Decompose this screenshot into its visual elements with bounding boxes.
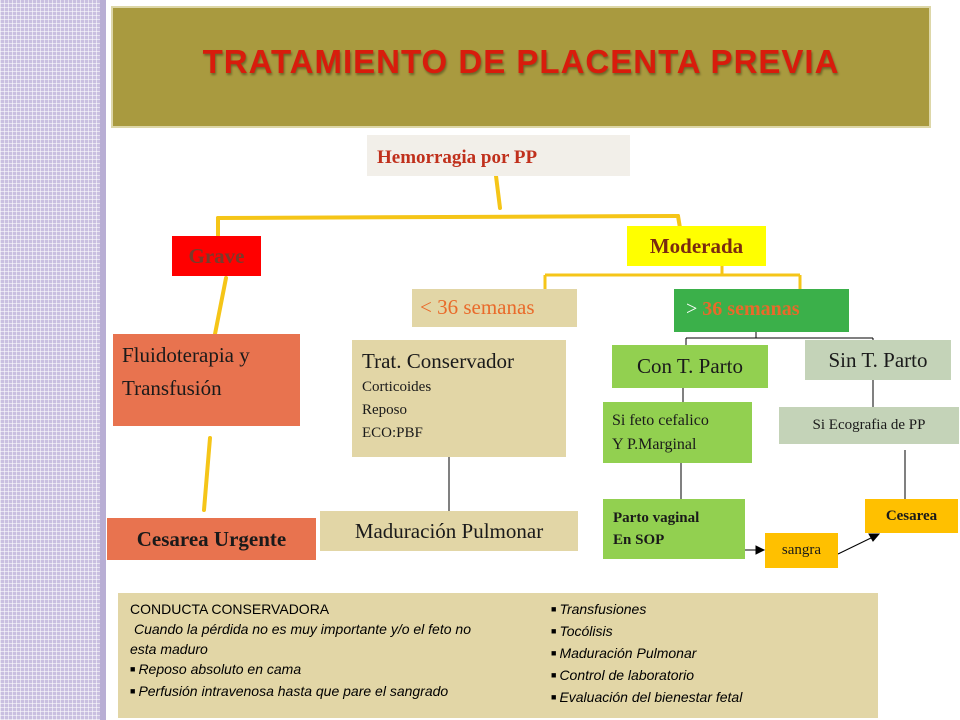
arrow-sangra-cesarea <box>838 537 873 554</box>
node-feto-line2: Y P.Marginal <box>612 436 697 453</box>
node-cesarea-urgente <box>107 518 316 560</box>
node-trat-conservador <box>352 340 566 457</box>
notes-right-item-text: Tocólisis <box>559 623 613 639</box>
node-grave <box>172 236 261 276</box>
notes-left-item <box>130 659 550 681</box>
bullet-icon: ■ <box>551 670 557 680</box>
node-feto-line1: Si feto cefalico <box>612 412 709 429</box>
node-menor36 <box>412 289 577 327</box>
node-parto-line2: En SOP <box>613 532 665 548</box>
title-banner <box>111 6 931 128</box>
node-mayor36-symbol: > <box>686 298 698 320</box>
bullet-icon: ■ <box>551 626 557 636</box>
bullet-icon: ■ <box>551 692 557 702</box>
notes-right-item <box>551 665 871 687</box>
node-sin-parto-label: Sin T. Parto <box>828 347 928 372</box>
node-grave-label: Grave <box>188 243 245 268</box>
notes-right-item-text: Control de laboratorio <box>559 667 695 683</box>
notes-panel <box>118 593 878 718</box>
notes-right-item <box>551 643 871 665</box>
bullet-icon: ■ <box>130 686 136 696</box>
node-mayor36 <box>674 289 849 332</box>
node-trat-item-eco: ECO:PBF <box>362 425 423 441</box>
node-moderada-label: Moderada <box>649 233 744 258</box>
node-ecografia <box>779 407 959 444</box>
node-ecografia-label: Si Ecografia de PP <box>812 417 926 433</box>
node-hemorragia <box>367 135 630 176</box>
node-maduracion <box>320 511 578 551</box>
connector-root-drop <box>496 176 500 208</box>
node-trat-item-reposo: Reposo <box>362 402 407 418</box>
node-cesarea <box>865 499 958 533</box>
notes-right-item-text: Evaluación del bienestar fetal <box>559 689 743 705</box>
bullet-icon: ■ <box>551 648 557 658</box>
side-decoration-edge <box>100 0 106 720</box>
connector-grave-fluido <box>215 278 226 334</box>
node-mayor36-label: 36 semanas <box>702 298 800 320</box>
node-parto-line1: Parto vaginal <box>613 510 700 526</box>
notes-right-item <box>551 621 871 643</box>
node-cesarea-label: Cesarea <box>885 507 938 524</box>
node-hemorragia-label: Hemorragia por PP <box>377 147 538 168</box>
node-con-parto-label: Con T. Parto <box>637 354 743 378</box>
bullet-icon: ■ <box>130 664 136 674</box>
notes-left-column <box>130 599 550 703</box>
connector-fluido-cesarea <box>204 438 210 510</box>
side-decoration <box>0 0 106 720</box>
node-fluidoterapia-line1: Fluidoterapia y <box>122 343 250 367</box>
notes-right-column <box>551 599 871 709</box>
notes-left-item-text: Reposo absoluto en cama <box>138 661 302 677</box>
bullet-icon: ■ <box>551 604 557 614</box>
node-feto-cefalico <box>603 402 752 463</box>
node-fluidoterapia-line2: Transfusión <box>122 376 222 400</box>
node-con-parto <box>612 345 768 388</box>
node-cesarea-urgente-label: Cesarea Urgente <box>136 526 287 551</box>
arrow-parto-sangra-head <box>756 546 764 554</box>
arrow-sangra-cesarea-head <box>869 534 879 541</box>
notes-right-item <box>551 687 871 709</box>
notes-left-item <box>130 681 550 703</box>
node-trat-title: Trat. Conservador <box>362 349 515 373</box>
page-title: TRATAMIENTO DE PLACENTA PREVIA <box>202 43 840 80</box>
node-sangra-label: sangra <box>781 542 822 558</box>
notes-right-item-text: Maduración Pulmonar <box>559 645 697 661</box>
notes-right-item <box>551 599 871 621</box>
node-trat-item-corticoides: Corticoides <box>362 379 432 395</box>
notes-right-item-text: Transfusiones <box>559 601 647 617</box>
node-moderada <box>627 226 766 266</box>
node-menor36-label: < 36 semanas <box>420 295 535 319</box>
notes-description-line2: esta maduro <box>130 641 208 657</box>
node-maduracion-label: Maduración Pulmonar <box>354 518 544 543</box>
node-parto-vaginal <box>603 499 745 559</box>
node-sangra <box>765 533 838 568</box>
node-fluidoterapia <box>113 334 300 426</box>
node-sin-parto <box>805 340 951 380</box>
notes-heading: CONDUCTA CONSERVADORA <box>130 601 330 617</box>
connector-root-bar <box>218 216 678 218</box>
notes-description-line1: Cuando la pérdida no es muy importante y/o el feto no <box>134 621 471 637</box>
notes-left-item-text: Perfusión intravenosa hasta que pare el sangrado <box>138 683 449 699</box>
